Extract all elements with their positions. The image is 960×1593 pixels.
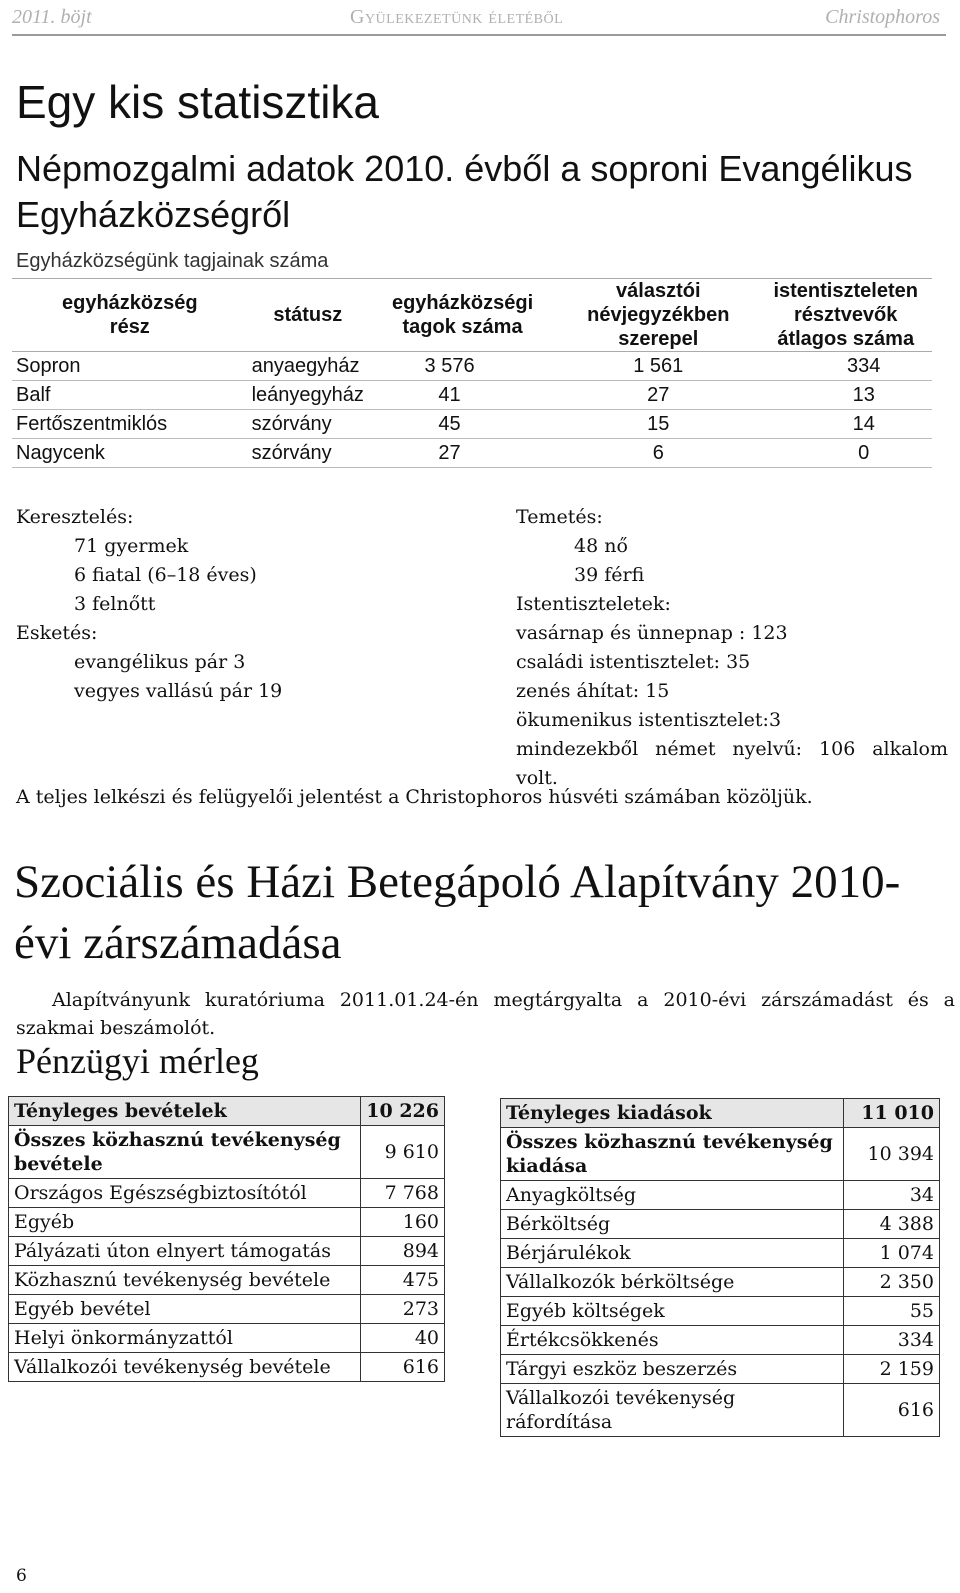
finance-title: Pénzügyi mérleg	[16, 1041, 259, 1081]
table-row	[501, 1355, 940, 1384]
list-item: Esketés:	[16, 622, 98, 644]
row-label: Helyi önkormányzattól	[9, 1324, 361, 1353]
row-value: 616	[844, 1384, 940, 1437]
list-item: Keresztelés:	[16, 506, 134, 528]
table-cell: 3 576	[368, 352, 557, 381]
list-item: Istentiszteletek:	[516, 593, 671, 615]
list-item: mindezekből német nyelvű: 106 alkalom	[516, 738, 948, 760]
table-cell: 334	[759, 352, 932, 381]
page-subtitle: Népmozgalmi adatok 2010. évből a soproni Evangélikus Egyházközségről	[16, 148, 913, 235]
table-cell: anyaegyház	[248, 352, 368, 381]
list-item: ökumenikus istentisztelet:3	[516, 709, 782, 731]
table-cell: Nagycenk	[12, 439, 248, 468]
row-value: 894	[361, 1237, 445, 1266]
list-item: zenés áhítat: 15	[516, 680, 670, 702]
table-row	[9, 1324, 445, 1353]
foundation-intro	[16, 986, 955, 1042]
table-cell: Balf	[12, 381, 248, 410]
running-header	[12, 4, 946, 36]
intro-line: szakmai beszámolót.	[16, 1017, 216, 1039]
row-label: Országos Egészségbiztosítótól	[9, 1179, 361, 1208]
row-value: 160	[361, 1208, 445, 1237]
header-magazine: Christophoros	[825, 6, 940, 28]
list-item: 3 felnőtt	[74, 593, 156, 615]
table-cell: 14	[759, 410, 932, 439]
row-label: Tényleges bevételek	[9, 1097, 361, 1126]
row-label: Egyéb bevétel	[9, 1295, 361, 1324]
row-value: 616	[361, 1353, 445, 1382]
row-label: Összes közhasznú tevékenység bevétele	[9, 1126, 361, 1179]
row-value: 2 350	[844, 1268, 940, 1297]
table-row	[9, 1295, 445, 1324]
income-table	[8, 1096, 445, 1382]
table-row	[9, 1097, 445, 1126]
table-cell: szórvány	[248, 439, 368, 468]
col-header: egyházközség rész	[12, 279, 248, 352]
list-item: vegyes vallású pár 19	[74, 680, 283, 702]
table-row	[9, 1353, 445, 1382]
members-caption: Egyházközségünk tagjainak száma	[16, 250, 329, 272]
list-item: 39 férfi	[574, 564, 645, 586]
table-cell: 27	[368, 439, 557, 468]
sacraments-list	[16, 503, 282, 706]
row-label: Egyéb	[9, 1208, 361, 1237]
row-value: 4 388	[844, 1210, 940, 1239]
table-row	[9, 1179, 445, 1208]
intro-line: Alapítványunk kuratóriuma 2011.01.24-én megtárgyalta a 2010-évi zárszámadást és a	[52, 989, 955, 1011]
table-row	[501, 1210, 940, 1239]
list-item: volt.	[516, 767, 558, 789]
row-label: Összes közhasznú tevékenység kiadása	[501, 1128, 844, 1181]
table-row	[9, 1208, 445, 1237]
table-row	[501, 1239, 940, 1268]
table-row	[501, 1128, 940, 1181]
row-value: 40	[361, 1324, 445, 1353]
table-cell: szórvány	[248, 410, 368, 439]
table-cell: leányegyház	[248, 381, 368, 410]
row-label: Vállalkozói tevékenység bevétele	[9, 1353, 361, 1382]
list-item: evangélikus pár 3	[74, 651, 246, 673]
row-label: Tárgyi eszköz beszerzés	[501, 1355, 844, 1384]
row-value: 1 074	[844, 1239, 940, 1268]
row-label: Anyagköltség	[501, 1181, 844, 1210]
table-cell: 45	[368, 410, 557, 439]
row-label: Bérjárulékok	[501, 1239, 844, 1268]
table-cell: 15	[557, 410, 759, 439]
row-value: 273	[361, 1295, 445, 1324]
list-item: 6 fiatal (6–18 éves)	[74, 564, 257, 586]
table-row	[501, 1384, 940, 1437]
table-row	[9, 1266, 445, 1295]
row-value: 34	[844, 1181, 940, 1210]
row-label: Pályázati úton elnyert támogatás	[9, 1237, 361, 1266]
list-item: családi istentisztelet: 35	[516, 651, 751, 673]
row-label: Bérköltség	[501, 1210, 844, 1239]
expenses-table	[500, 1098, 940, 1437]
row-value: 11 010	[844, 1099, 940, 1128]
col-header: státusz	[248, 279, 368, 352]
table-row	[501, 1099, 940, 1128]
row-value: 10 394	[844, 1128, 940, 1181]
table-row	[9, 1237, 445, 1266]
closing-note: A teljes lelkészi és felügyelői jelentést a Christophoros húsvéti számában közöljük.	[16, 786, 813, 808]
funerals-services-list	[516, 503, 948, 793]
table-row	[12, 410, 932, 439]
row-label: Vállalkozók bérköltsége	[501, 1268, 844, 1297]
table-row	[501, 1297, 940, 1326]
row-value: 7 768	[361, 1179, 445, 1208]
row-label: Tényleges kiadások	[501, 1099, 844, 1128]
table-row	[12, 352, 932, 381]
table-cell: 0	[759, 439, 932, 468]
page-title: Egy kis statisztika	[16, 76, 379, 128]
row-value: 9 610	[361, 1126, 445, 1179]
list-item: Temetés:	[516, 506, 603, 528]
col-header: egyházközségi tagok száma	[368, 279, 557, 352]
row-value: 334	[844, 1326, 940, 1355]
col-header: istentiszteleten résztvevők átlagos száma	[759, 279, 932, 352]
table-cell: 6	[557, 439, 759, 468]
page-number: 6	[16, 1566, 27, 1586]
row-value: 55	[844, 1297, 940, 1326]
header-issue: 2011. böjt	[12, 6, 92, 28]
list-item: 71 gyermek	[74, 535, 189, 557]
header-section: Gyülekezetünk életéből	[350, 6, 564, 28]
row-label: Vállalkozói tevékenység ráfordítása	[501, 1384, 844, 1437]
table-cell: 41	[368, 381, 557, 410]
table-row	[501, 1181, 940, 1210]
table-cell: 1 561	[557, 352, 759, 381]
row-label: Egyéb költségek	[501, 1297, 844, 1326]
row-value: 10 226	[361, 1097, 445, 1126]
row-label: Közhasznú tevékenység bevétele	[9, 1266, 361, 1295]
col-header: választói névjegyzékben szerepel	[557, 279, 759, 352]
foundation-title: Szociális és Házi Betegápoló Alapítvány 2010-évi zárszámadása	[14, 856, 901, 969]
table-cell: 13	[759, 381, 932, 410]
row-label: Értékcsökkenés	[501, 1326, 844, 1355]
table-row	[9, 1126, 445, 1179]
table-row	[12, 439, 932, 468]
list-item: vasárnap és ünnepnap : 123	[516, 622, 788, 644]
row-value: 475	[361, 1266, 445, 1295]
table-cell: Fertőszentmiklós	[12, 410, 248, 439]
table-row	[501, 1268, 940, 1297]
table-row	[501, 1326, 940, 1355]
members-table-header	[12, 279, 932, 352]
row-value: 2 159	[844, 1355, 940, 1384]
table-cell: 27	[557, 381, 759, 410]
list-item: 48 nő	[574, 535, 628, 557]
table-cell: Sopron	[12, 352, 248, 381]
table-row	[12, 381, 932, 410]
members-table	[12, 278, 932, 468]
